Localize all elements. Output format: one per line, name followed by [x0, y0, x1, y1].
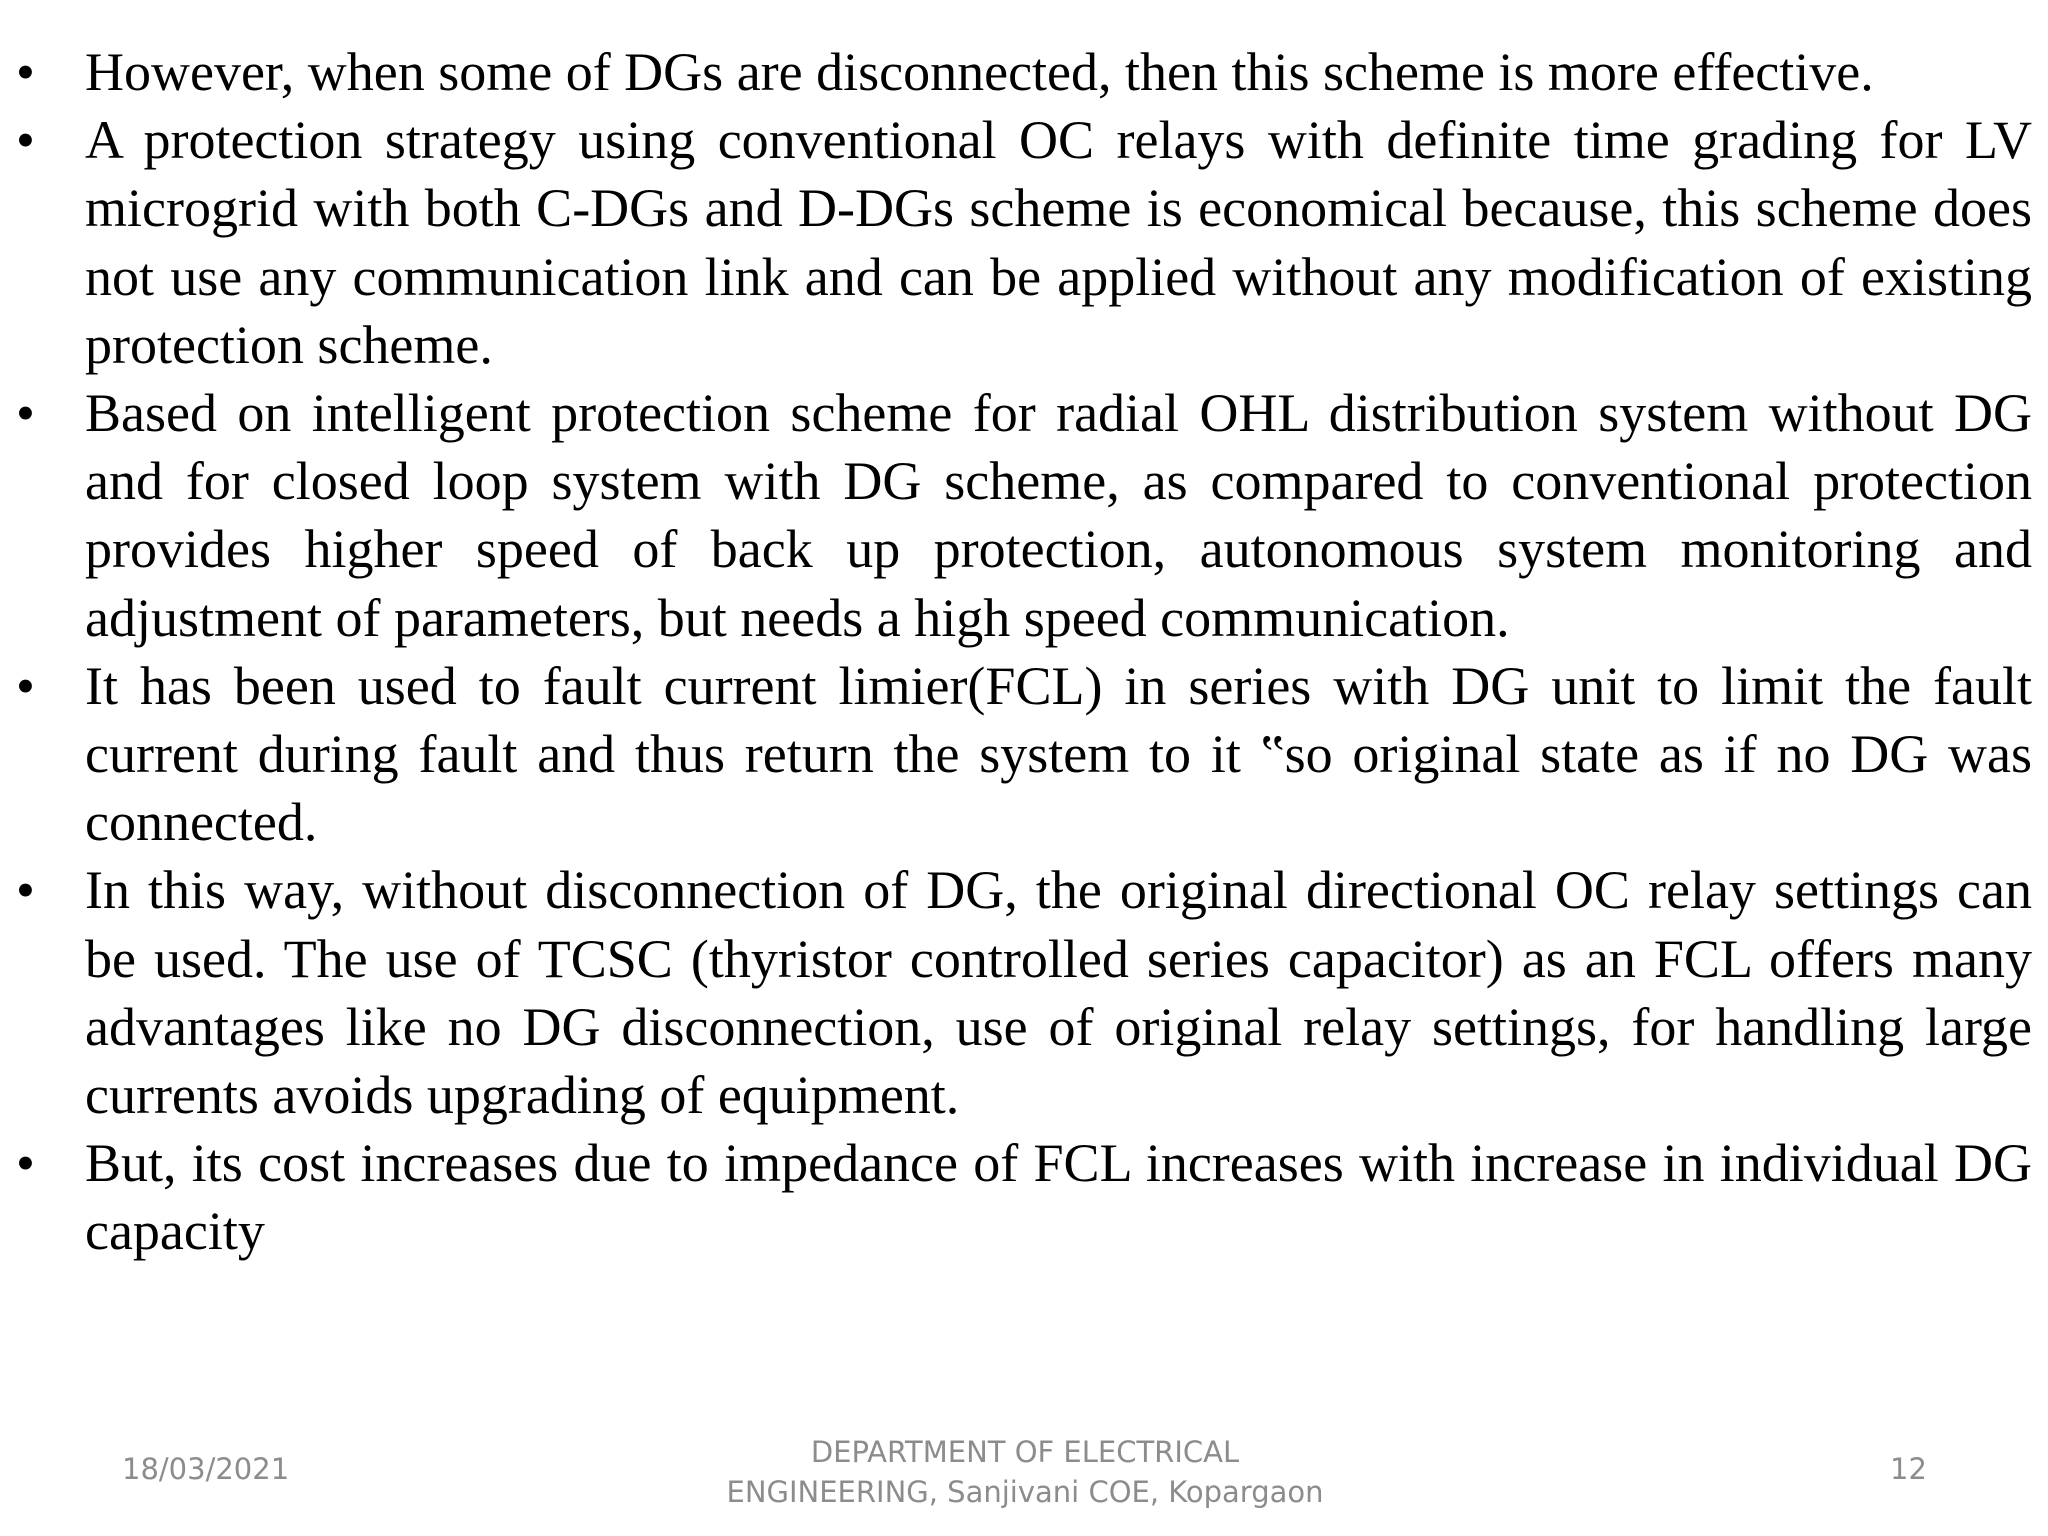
- bullet-dot-icon: •: [16, 383, 35, 444]
- bullet-item: [0, 1129, 2048, 1265]
- bullet-item: [0, 379, 2048, 652]
- bullet-item: [0, 106, 2048, 379]
- bullet-text: However, when some of DGs are disconnected, then this scheme is more effective.: [85, 42, 1874, 102]
- bullet-dot-icon: •: [16, 860, 35, 921]
- bullet-item: [0, 652, 2048, 857]
- bullet-text: Based on intelligent protection scheme for radial OHL distribution system without DG and for closed loop system with DG scheme, as compared to conventional protection provides higher speed of back up protection, autonomous system monitoring and adjustment of parameters, but needs a high speed communication.: [85, 383, 2032, 648]
- bullet-dot-icon: •: [16, 110, 35, 171]
- bullet-item: [0, 856, 2048, 1129]
- footer-date: 18/03/2021: [122, 1452, 290, 1486]
- bullet-text: But, its cost increases due to impedance of FCL increases with increase in individual DG capacity: [85, 1133, 2032, 1262]
- bullet-dot-icon: •: [16, 1133, 35, 1194]
- footer-department-line2: ENGINEERING, Sanjivani COE, Kopargaon: [726, 1475, 1324, 1509]
- bullet-dot-icon: •: [16, 655, 35, 716]
- bullet-dot-icon: •: [16, 42, 35, 102]
- footer-page-number: 12: [1890, 1452, 1927, 1486]
- footer-department: [700, 1432, 1350, 1512]
- bullet-item: [0, 38, 2048, 106]
- footer-department-line1: DEPARTMENT OF ELECTRICAL: [810, 1435, 1240, 1469]
- bullet-text: It has been used to fault current limier(FCL) in series with DG unit to limit the fault current during fault and thus return the system to it ‟so original state as if no DG was connected.: [85, 655, 2032, 853]
- bullet-text: In this way, without disconnection of DG, the original directional OC relay settings can be used. The use of TCSC (thyristor controlled series capacitor) as an FCL offers many advantages like no DG disconnection, use of original relay settings, for handling large currents avoids upgrading of equipment.: [85, 860, 2032, 1126]
- bullet-text: A protection strategy using conventional OC relays with definite time grading for LV microgrid with both C-DGs and D-DGs scheme is economical because, this scheme does not use any communication link and can be applied without any modification of existing protection scheme.: [85, 110, 2032, 375]
- slide-bullet-list: [0, 38, 2048, 1266]
